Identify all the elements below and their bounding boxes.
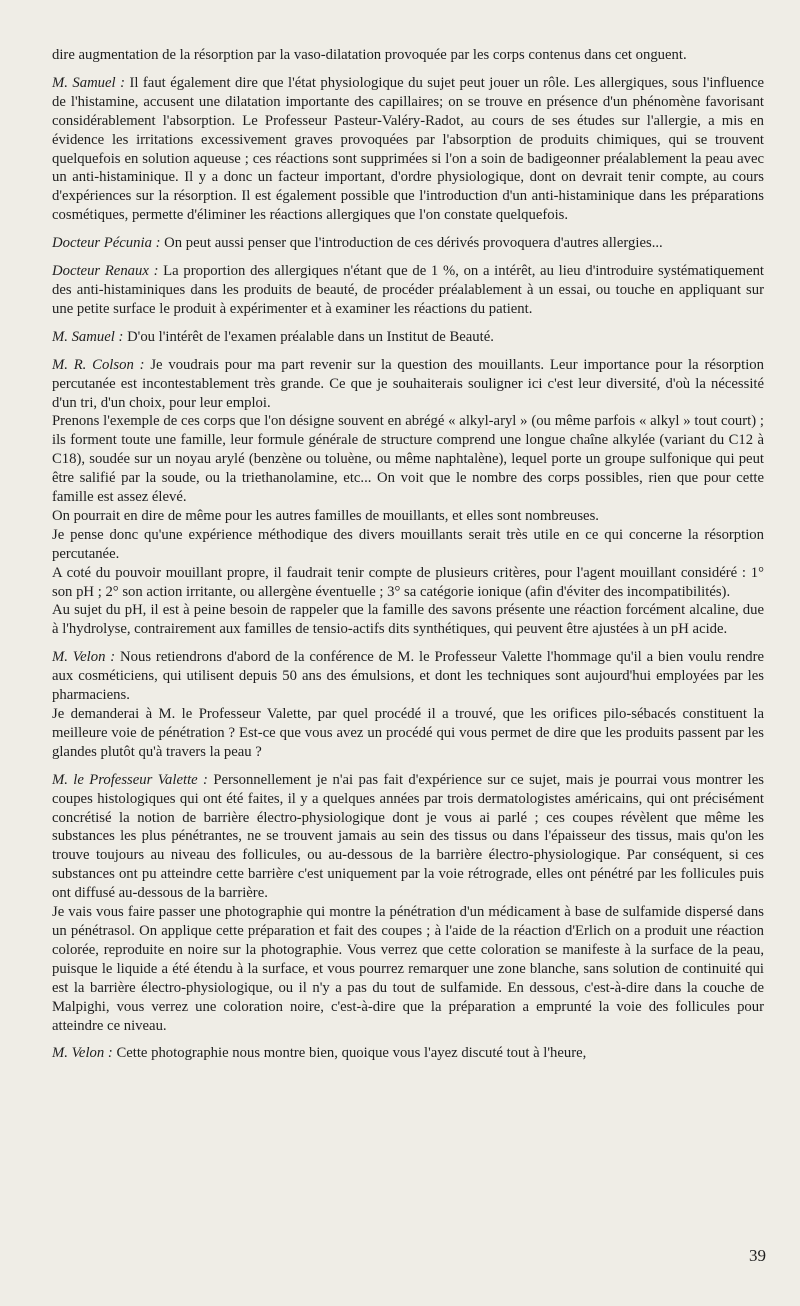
paragraph [52, 328, 764, 347]
paragraph [52, 356, 764, 413]
paragraph-text: Je voudrais pour ma part revenir sur la question des mouillants. Leur importance pour la résorption percutanée est incontestablement très grande. Ce que je souhaiterais souligner ici c'est leur diversité, d'où la nécessité d'un tri, d'un choix, pour leur emploi. [52, 356, 764, 411]
speaker-name: M. le Professeur Valette : [52, 771, 208, 788]
speaker-name: Docteur Renaux : [52, 263, 159, 280]
paragraph-text: Au sujet du pH, il est à peine besoin de rappeler que la famille des savons présente une réaction forcément alcaline, due à l'hydrolyse, contrairement aux familles de tensio-actifs dits synthétiques, qui peuvent être ajustées à un pH acide. [52, 602, 764, 638]
paragraph [52, 771, 764, 903]
paragraph-text: dire augmentation de la résorption par la vaso-dilatation provoquée par les corps contenus dans cet onguent. [52, 47, 687, 63]
paragraph-text: Il faut également dire que l'état physiologique du sujet peut jouer un rôle. Les allergiques, sous l'influence de l'histamine, accusent une dilatation importante des capillaires; on se trouve en présence d'un phénomène favorisant considérablement l'absorption. Le Professeur Pasteur-Valéry-Radot, au cours de ses études sur l'allergie, a mis en évidence les irritations excessivement graves provoquées par l'absorption de produits chimiques, qui se trouvent quelquefois en solution aqueuse ; ces réactions sont supprimées si l'on a soin de badigeonner préalablement la peau avec un anti-histaminique. Il y a donc un facteur important, d'ordre physiologique, dont on devrait tenir compte, au cours d'expériences sur la résorption. Il est également possible que l'introduction d'un anti-histaminique dans les préparations cosmétiques, permette d'éliminer les réactions allergiques que l'on constate quelquefois. [52, 74, 764, 224]
speaker-name: M. Velon : [52, 1045, 113, 1062]
speaker-name: M. Velon : [52, 649, 116, 666]
paragraph [52, 412, 764, 507]
paragraph [52, 74, 764, 225]
paragraph [52, 234, 764, 253]
paragraph-text: A coté du pouvoir mouillant propre, il faudrait tenir compte de plusieurs critères, pour l'agent mouillant considéré : 1° son pH ; 2° son action irritante, ou allergène éventuelle ; 3° sa catégorie ionique (afin d'éviter des incompatibilités). [52, 564, 764, 600]
paragraph-text: On peut aussi penser que l'introduction de ces dérivés provoquera d'autres allergies... [164, 235, 663, 252]
speaker-name: M. Samuel : [52, 328, 124, 345]
paragraph [52, 601, 764, 639]
paragraph [52, 903, 764, 1035]
paragraph-text: Prenons l'exemple de ces corps que l'on désigne souvent en abrégé « alkyl-aryl » (ou même parfois « alkyl » tout court) ; ils forment toute une famille, leur formule générale de structure comprend une longue chaîne alkylée (variant du C12 à C18), soudée sur un noyau arylé (benzène ou toluène, ou même naphtalène), lequel porte un groupe sulfonique qui peut être salifié par la soude, ou la triethanolamine, etc... On voit que le nombre des corps possibles, rien que pour cette famille est assez élevé. [52, 413, 764, 506]
speaker-name: M. R. Colson : [52, 356, 145, 373]
paragraph [52, 564, 764, 602]
paragraph-text: D'ou l'intérêt de l'examen préalable dans un Institut de Beauté. [127, 328, 494, 345]
paragraph [52, 46, 764, 65]
paragraph-text: On pourrait en dire de même pour les autres familles de mouillants, et elles sont nombreuses. [52, 507, 599, 524]
paragraph [52, 1044, 764, 1063]
paragraph-text: Cette photographie nous montre bien, quoique vous l'ayez discuté tout à l'heure, [116, 1045, 587, 1062]
paragraph [52, 507, 764, 526]
speaker-name: M. Samuel : [52, 74, 125, 91]
page-number: 39 [749, 1246, 766, 1265]
speaker-name: Docteur Pécunia : [52, 235, 161, 252]
paragraph-text: La proportion des allergiques n'étant que de 1 %, on a intérêt, au lieu d'introduire systématiquement des anti-histaminiques dans les produits de beauté, de procéder préalablement à un essai, ou touche en appliquant sur une petite surface le produit à expérimenter et à examiner les réactions du patient. [52, 263, 765, 317]
page-text [52, 46, 764, 1072]
paragraph-text: Nous retiendrons d'abord de la conférence de M. le Professeur Valette l'hommage qu'il a bien voulu rendre aux cosméticiens, qui utilisent depuis 50 ans des émulsions, et dont les techniques sont aujourd'hui employées par les pharmaciens. [52, 649, 764, 704]
paragraph-text: Je demanderai à M. le Professeur Valette, par quel procédé il a trouvé, que les orifices pilo-sébacés constituent la meilleure voie de pénétration ? Est-ce que vous avez un procédé qui vous permet de dire que les produits passent par les glandes plutôt qu'à travers la peau ? [52, 706, 764, 760]
paragraph [52, 526, 764, 564]
paragraph-text: Je vais vous faire passer une photographie qui montre la pénétration d'un médicament à base de sulfamide dispersé dans un pénétrasol. On applique cette préparation et fait des coupes ; à l'aide de la réaction d'Erlich on a produit une réaction colorée, reproduite en noire sur la photographie. Vous verrez que cette coloration se manifeste à la surface de la peau, puisque le liquide a été étendu à la surface, et vous pourrez remarquer une zone blanche, sans solution de continuité qui est la barrière électro-physiologique, ou il n'y a pas du tout de sulfamide. En dessous, c'est-à-dire dans la couche de Malpighi, vous verrez une coloration noire, c'est-à-dire que la préparation a emprunté la voie des follicules pour atteindre ce niveau. [52, 904, 764, 1034]
paragraph-text: Je pense donc qu'une expérience méthodique des divers mouillants serait très utile en ce qui concerne la résorption percutanée. [52, 526, 764, 562]
paragraph [52, 705, 764, 762]
paragraph [52, 648, 764, 705]
paragraph [52, 262, 764, 319]
paragraph-text: Personnellement je n'ai pas fait d'expérience sur ce sujet, mais je pourrai vous montrer les coupes histologiques qui ont été faites, il y a quelques années par trois dermatologistes américains, qui ont précisément concrétisé la notion de barrière électro-physiologique dont je vous ai parlé ; ces coupes révèlent que même les substances les plus pénétrantes, ne se trouvent jamais au sein des tissus ou dans l'épaisseur des tissus, mais qu'on les trouve toujours au niveau des follicules, ou au-dessous de la barrière électro-physiologique. Par conséquent, si ces substances ont pu atteindre cette barrière c'est uniquement par la voie rétrograde, elles ont pénétré par les follicules puis ont diffusé au-dessous de la barrière. [52, 771, 764, 902]
